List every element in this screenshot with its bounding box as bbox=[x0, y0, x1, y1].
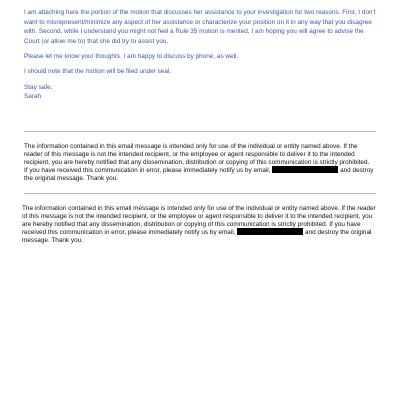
confidentiality-notice-1 bbox=[24, 143, 374, 183]
confidentiality-notice-2 bbox=[22, 205, 380, 245]
email-top-line bbox=[24, 0, 380, 3]
email-body bbox=[24, 0, 380, 102]
email-signature: Sarah bbox=[24, 93, 42, 101]
divider-line bbox=[24, 193, 376, 194]
notice-text: The information contained in this email message is intended only for use of the individual or entity named above. If the reader of this message is not the intended recipient, or the employee or agent responsible to deliver it to the intended recipient, you are hereby notified that any dissemination, distribution or copying of this communication is strictly prohibited. If you have received this communication in error, please immediately notify us by email, bbox=[24, 143, 370, 175]
notice-text-end: and destroy the original message. Thank you. bbox=[24, 167, 374, 183]
email-paragraph-3: I should note that the motion will be filed under seal. bbox=[24, 68, 172, 76]
notice-text: The information contained in this email message is intended only for use of the individual or entity named above. If the reader of this message is not the intended recipient, or the employee or agent responsible to deliver it to the intended recipient, you are hereby notified that any dissemination, distribution or copying of this communication is strictly prohibited. If you have received this communication in error, please immediately notify us by email, bbox=[22, 205, 376, 237]
email-paragraph-2: Please let me know your thoughts. I am happy to discuss by phone, as well. bbox=[24, 53, 239, 61]
email-paragraph-1: I am attaching here the portion of the motion that discusses her assistance to your investigation for two reasons. First, I don't want to misrepresent/minimize any aspect of her assistance or characterize your position on it in any way that you disagree with. Second, while I understand you might not feel a Rule 35 motion is merited, I am hoping you will agree to advise the Court (or allow me to) that she did try to assist you. bbox=[24, 9, 376, 45]
redaction-box bbox=[272, 166, 338, 173]
divider-line bbox=[24, 131, 376, 132]
email-closing: Stay safe, bbox=[24, 83, 53, 91]
notice-text-end: and destroy the original message. Thank you. bbox=[22, 229, 372, 245]
redaction-box bbox=[237, 228, 303, 235]
